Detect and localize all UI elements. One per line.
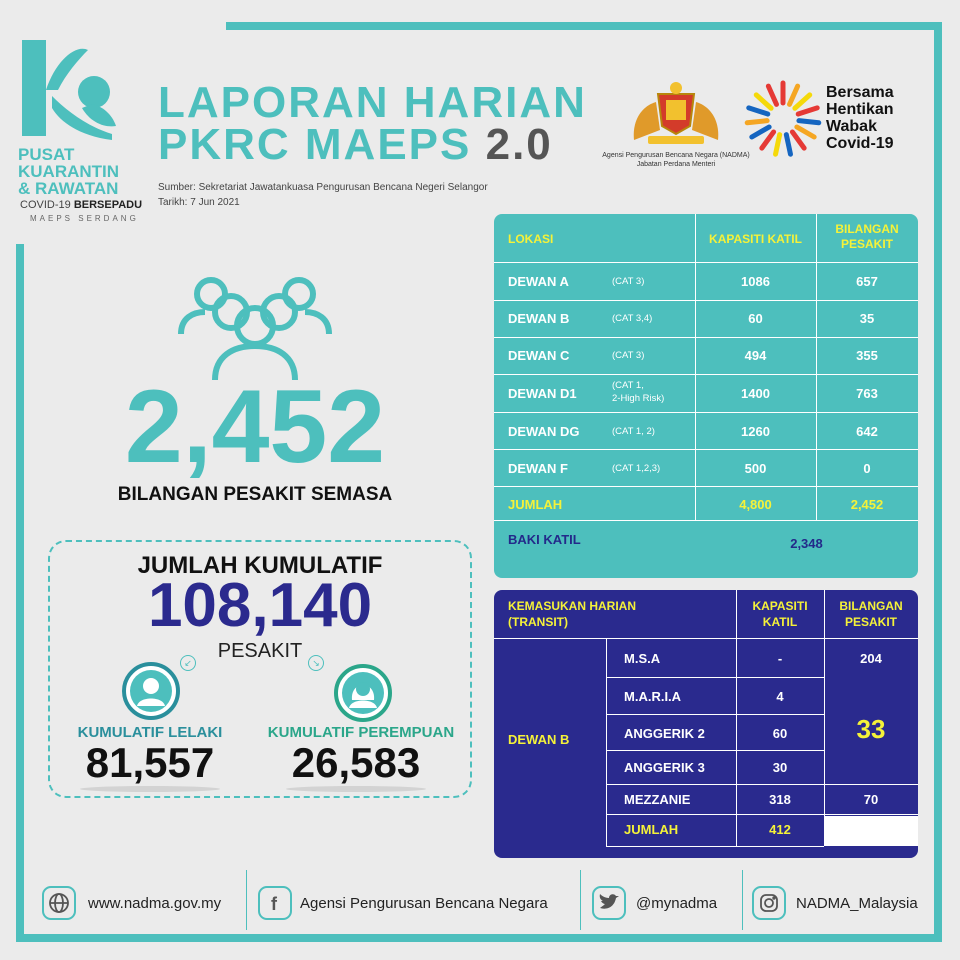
footer-divider	[580, 870, 581, 930]
male-shadow	[80, 786, 220, 792]
transit-cap-1: KAPASITI	[752, 599, 808, 613]
total-label: JUMLAH	[508, 497, 563, 512]
transit-cap-2: KATIL	[762, 615, 798, 629]
row-divider	[494, 374, 918, 375]
transit-group: DEWAN B	[508, 732, 570, 747]
row-divider	[494, 638, 918, 639]
row-divider	[494, 300, 918, 301]
row-category: (CAT 1,2,3)	[612, 463, 661, 474]
row-patients: 657	[856, 274, 878, 289]
female-label: KUMULATIF PEREMPUAN	[267, 724, 455, 741]
arrow-down-right-icon: ↘	[308, 655, 324, 671]
row-name: DEWAN B	[508, 311, 570, 326]
capacity-table	[494, 214, 918, 578]
row-category-2: 2-High Risk)	[612, 393, 665, 404]
cumulative-value: 108,140	[147, 571, 373, 640]
row-divider	[606, 714, 824, 715]
svg-text:f: f	[271, 894, 277, 914]
footer-divider	[742, 870, 743, 930]
row-capacity: 1086	[741, 274, 770, 289]
current-patients-value: 2,452	[124, 369, 386, 485]
row-divider	[606, 750, 824, 751]
transit-title-2: (TRANSIT)	[508, 615, 568, 629]
row-name: DEWAN A	[508, 274, 569, 289]
title-version: 2.0	[485, 120, 553, 169]
row-divider	[494, 337, 918, 338]
row-category: (CAT 3,4)	[612, 313, 653, 324]
row-divider	[606, 784, 918, 785]
current-patients-label: BILANGAN PESAKIT SEMASA	[117, 484, 393, 505]
header-location: LOKASI	[508, 232, 554, 246]
slogan-line-2: Hentikan	[826, 101, 894, 118]
row-capacity: 1260	[741, 424, 770, 439]
title-line-2	[158, 120, 553, 170]
row-patients: 763	[856, 386, 878, 401]
transit-row-name: M.S.A	[624, 651, 661, 666]
row-capacity: 1400	[741, 386, 770, 401]
row-patients: 355	[856, 348, 878, 363]
logo-line-1: PUSAT	[18, 145, 75, 164]
transit-row-capacity: -	[777, 651, 783, 666]
row-divider	[494, 486, 918, 487]
date-text: Tarikh: 7 Jun 2021	[158, 197, 240, 208]
transit-row-name: MEZZANIE	[624, 792, 691, 807]
row-name: DEWAN F	[508, 461, 568, 476]
row-name: DEWAN DG	[508, 424, 580, 439]
row-name: DEWAN C	[508, 348, 570, 363]
footer-divider	[246, 870, 247, 930]
row-divider	[494, 449, 918, 450]
blank-cell	[824, 816, 918, 846]
slogan-line-4: Covid-19	[826, 135, 894, 152]
frame-bottom	[16, 934, 942, 942]
globe-icon[interactable]	[42, 886, 76, 920]
frame-top	[226, 22, 942, 30]
row-patients: 642	[856, 424, 878, 439]
title-line-1: LAPORAN HARIAN	[158, 78, 587, 127]
twitter-icon[interactable]	[592, 886, 626, 920]
nadma-line-1: Agensi Pengurusan Bencana Negara (NADMA)	[602, 152, 750, 159]
total-patients: 2,452	[850, 497, 884, 512]
row-divider	[606, 814, 918, 815]
header-patients-1: BILANGAN	[835, 222, 899, 236]
remaining-label: BAKI KATIL	[508, 532, 581, 547]
male-label: KUMULATIF LELAKI	[77, 724, 223, 741]
frame-right	[934, 22, 942, 942]
instagram-icon[interactable]	[752, 886, 786, 920]
campaign-slogan	[826, 84, 894, 152]
female-avatar-icon	[334, 664, 392, 722]
female-shadow	[286, 786, 426, 792]
transit-row-name: M.A.R.I.A	[624, 689, 682, 704]
row-divider	[494, 412, 918, 413]
footer-facebook[interactable]: Agensi Pengurusan Bencana Negara	[300, 895, 548, 912]
source-text: Sumber: Sekretariat Jawatankuasa Pengurusan Bencana Negeri Selangor	[158, 182, 488, 193]
row-category: (CAT 1,	[612, 380, 644, 391]
slogan-line-3: Wabak	[826, 118, 877, 135]
logo-line-4	[20, 199, 142, 211]
row-divider	[494, 262, 918, 263]
slogan-line-1: Bersama	[826, 84, 894, 101]
transit-row-capacity: 60	[772, 726, 788, 741]
frame-left	[16, 244, 24, 942]
transit-table	[494, 590, 918, 858]
coat-of-arms-icon	[628, 80, 724, 150]
transit-row-patients: 70	[863, 792, 879, 807]
footer-twitter[interactable]: @mynadma	[636, 895, 718, 912]
header-capacity: KAPASITI KATIL	[709, 232, 802, 246]
transit-total-capacity: 412	[769, 822, 791, 837]
transit-row-capacity: 318	[769, 792, 791, 807]
row-patients: 0	[863, 461, 871, 476]
row-divider	[606, 846, 824, 847]
row-divider	[606, 677, 824, 678]
logo-line-3: & RAWATAN	[18, 179, 119, 198]
row-capacity: 60	[748, 311, 763, 326]
male-value: 81,557	[85, 739, 215, 786]
transit-merged-patients: 33	[856, 714, 886, 744]
title-line-2-text: PKRC MAEPS	[158, 120, 472, 169]
row-category: (CAT 3)	[612, 276, 645, 287]
cumulative-unit: PESAKIT	[217, 640, 303, 662]
transit-row-capacity: 30	[772, 760, 788, 775]
female-value: 26,583	[291, 739, 421, 786]
logo-text	[18, 146, 119, 197]
row-capacity: 494	[744, 348, 767, 363]
transit-total-label: JUMLAH	[624, 822, 679, 837]
transit-row-name: ANGGERIK 2	[624, 726, 705, 741]
cumulative-label: JUMLAH KUMULATIF	[137, 552, 383, 579]
header-patients-2: PESAKIT	[840, 237, 893, 251]
campaign-sun-icon	[742, 78, 824, 160]
transit-row-name: ANGGERIK 3	[624, 760, 705, 775]
col-divider	[736, 590, 737, 638]
footer-instagram[interactable]: NADMA_Malaysia	[796, 895, 918, 912]
row-capacity: 500	[744, 461, 767, 476]
transit-title-1: KEMASUKAN HARIAN	[508, 599, 636, 613]
footer-website[interactable]: www.nadma.gov.my	[88, 895, 222, 912]
facebook-icon[interactable]	[258, 886, 292, 920]
transit-pat-2: PESAKIT	[844, 615, 897, 629]
logo-line-4b: BERSEPADU	[73, 199, 143, 211]
arrow-down-left-icon: ↙	[180, 655, 196, 671]
logo-line-2: KUARANTIN	[18, 162, 120, 181]
transit-row-patients: 204	[860, 651, 882, 666]
row-category: (CAT 1, 2)	[612, 426, 655, 437]
transit-pat-1: BILANGAN	[839, 599, 903, 613]
row-patients: 35	[859, 311, 875, 326]
nadma-line-2: Jabatan Perdana Menteri	[636, 161, 716, 168]
logo-line-5: MAEPS SERDANG	[30, 214, 139, 223]
row-name: DEWAN D1	[508, 386, 577, 401]
row-divider	[494, 520, 918, 521]
logo-line-4a: COVID-19	[20, 199, 71, 211]
remaining-value: 2,348	[790, 536, 823, 551]
total-capacity: 4,800	[739, 497, 772, 512]
male-avatar-icon	[122, 662, 180, 720]
people-group-icon	[175, 272, 335, 384]
row-category: (CAT 3)	[612, 350, 645, 361]
transit-row-capacity: 4	[776, 689, 784, 704]
